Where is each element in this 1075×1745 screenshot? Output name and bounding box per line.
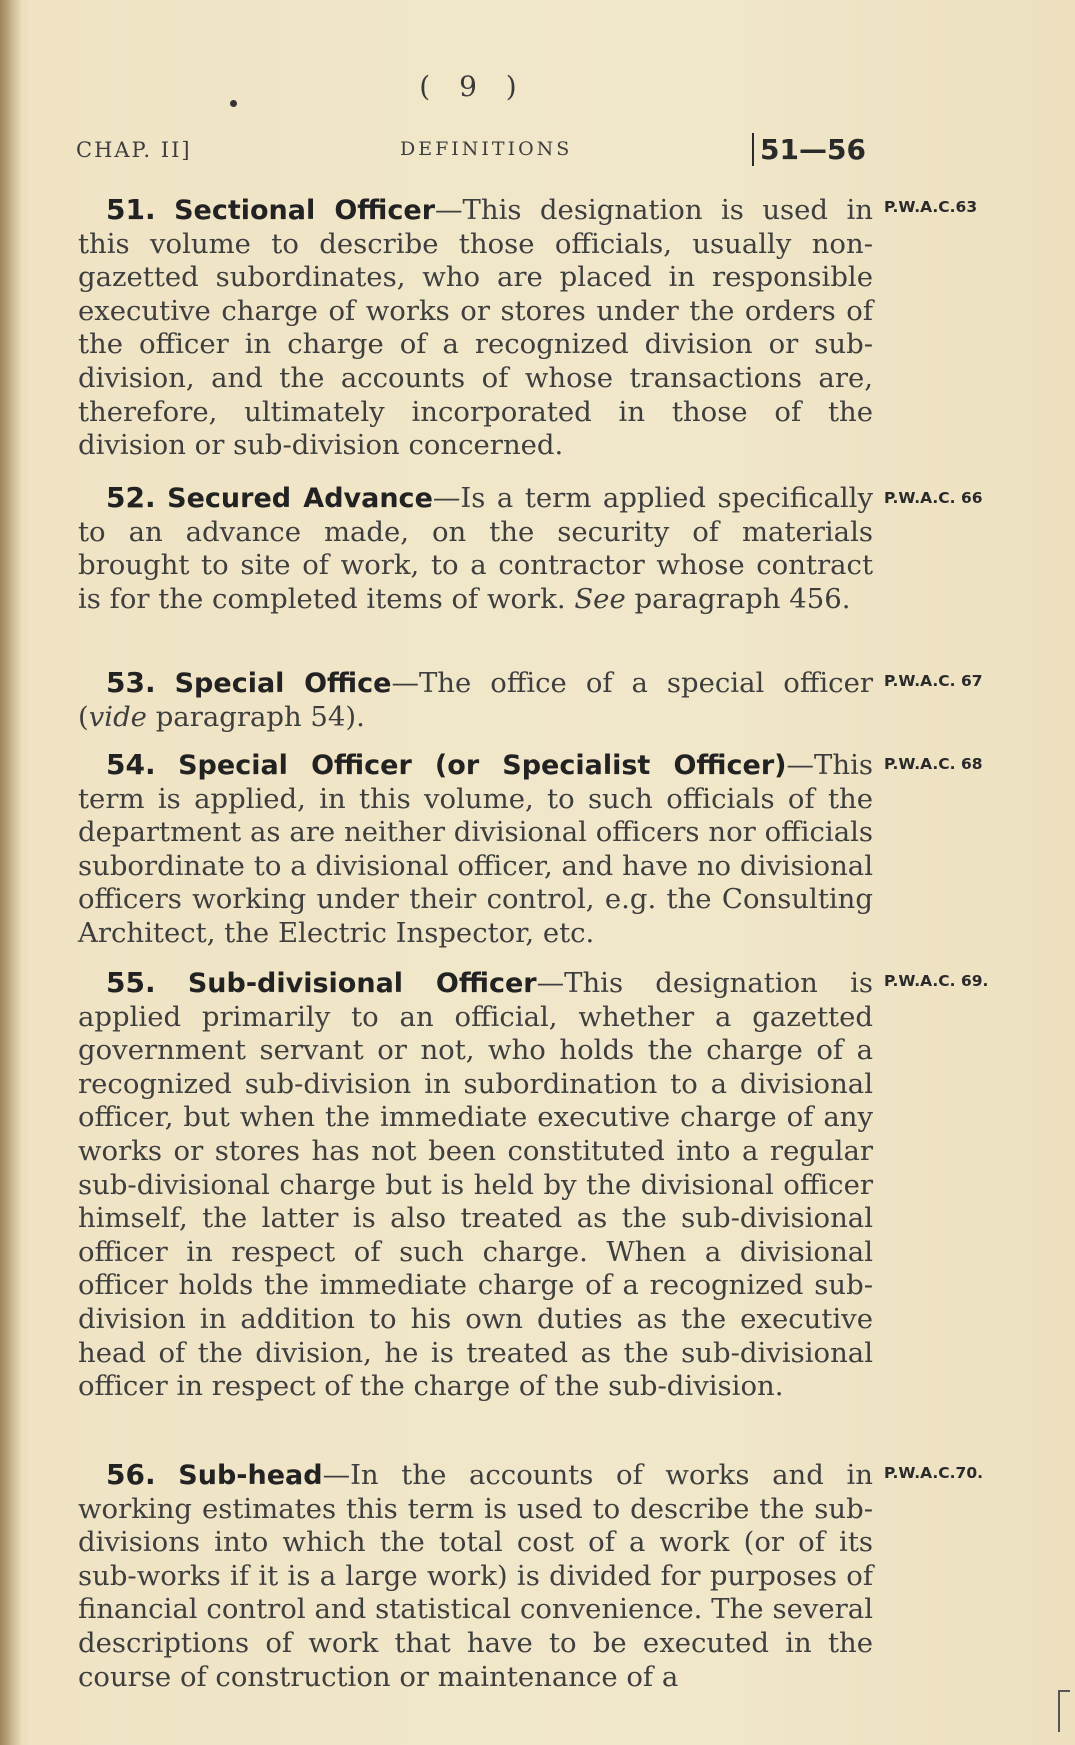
definition-term: Sectional Officer: [174, 195, 436, 226]
definition-number: 52.: [106, 481, 156, 514]
running-head-title: DEFINITIONS: [400, 138, 573, 160]
running-head-chapter: CHAP. II]: [76, 138, 192, 162]
definition-body: —This term is applied, in this volume, to such officials of the department as are neither divisional officers nor officials subordinate to a divisional officer, and have no divisional officers working under their control, e.g. the Consulting Architect, the Electric Inspector, etc.: [78, 749, 873, 949]
binding-shadow: [0, 0, 22, 1745]
definition-number: 51.: [106, 193, 156, 226]
margin-reference-52: P.W.A.C. 66: [884, 489, 983, 507]
page-number: ( 9 ): [419, 70, 527, 103]
definition-number: 55.: [106, 966, 156, 999]
margin-reference-54: P.W.A.C. 68: [884, 755, 983, 773]
definition-56: [78, 1458, 873, 1694]
definition-number: 56.: [106, 1458, 156, 1491]
vide-reference: vide: [88, 700, 147, 733]
definition-body: —Is a term applied specifically to an advance made, on the security of materials brought to site of work, to a contractor whose contract is for the completed items of work.: [78, 482, 873, 615]
definition-51: [78, 193, 873, 463]
definition-term: Sub-head: [178, 1460, 323, 1491]
definition-body: —In the accounts of works and in working estimates this term is used to describe the sub-divisions into which the total cost of a work (or of its sub-works if it is a large work) is divided for purposes of financial control and statistical convenience. The several descriptions of work that have to be executed in the course of construction or maintenance of a: [78, 1459, 873, 1693]
definition-term: Special Office: [174, 668, 392, 699]
definition-term: Secured Advance: [167, 483, 433, 514]
definition-55: [78, 966, 873, 1404]
definition-body: —The office of a special officer (: [78, 667, 873, 733]
definition-body-tail: paragraph 456.: [625, 582, 851, 615]
definition-body-tail: paragraph 54).: [146, 700, 365, 733]
definition-body: —This designation is applied primarily to an official, whether a gazetted government servant or not, who holds the charge of a recognized sub-division in subordination to a divisional officer, but when the immediate executive charge of any works or stores has not been constituted into a regular sub-divisional charge but is held by the divisional officer himself, the latter is also treated as the sub-divisional officer in respect of such charge. When a divisional officer holds the immediate charge of a recognized sub-division in addition to his own duties as the executive head of the division, he is treated as the sub-divisional officer in respect of the charge of the sub-division.: [78, 967, 874, 1403]
definition-body: —This designation is used in this volume to describe those officials, usually non-gazetted subordinates, who are placed in responsible executive charge of works or stores under the orders of the officer in charge of a recognized division or sub-division, and the accounts of whose transactions are, therefore, ultimately incorporated in those of the division or sub-division concerned.: [78, 194, 873, 462]
margin-reference-51: P.W.A.C.63: [884, 198, 978, 216]
definition-term: Sub-divisional Officer: [187, 968, 537, 999]
see-reference: See: [574, 582, 626, 615]
definition-term: Special Officer (or Specialist Officer): [178, 750, 787, 781]
corner-mark: [1058, 1690, 1070, 1732]
ink-dot: [230, 100, 237, 107]
definition-number: 53.: [106, 666, 156, 699]
margin-reference-53: P.W.A.C. 67: [884, 672, 983, 690]
definition-52: [78, 481, 873, 616]
definition-53: [78, 666, 873, 734]
definition-54: [78, 748, 873, 951]
margin-reference-56: P.W.A.C.70.: [884, 1464, 984, 1482]
definition-number: 54.: [106, 748, 156, 781]
running-head-range: 51—56: [752, 133, 866, 166]
margin-reference-55: P.W.A.C. 69.: [884, 972, 989, 990]
